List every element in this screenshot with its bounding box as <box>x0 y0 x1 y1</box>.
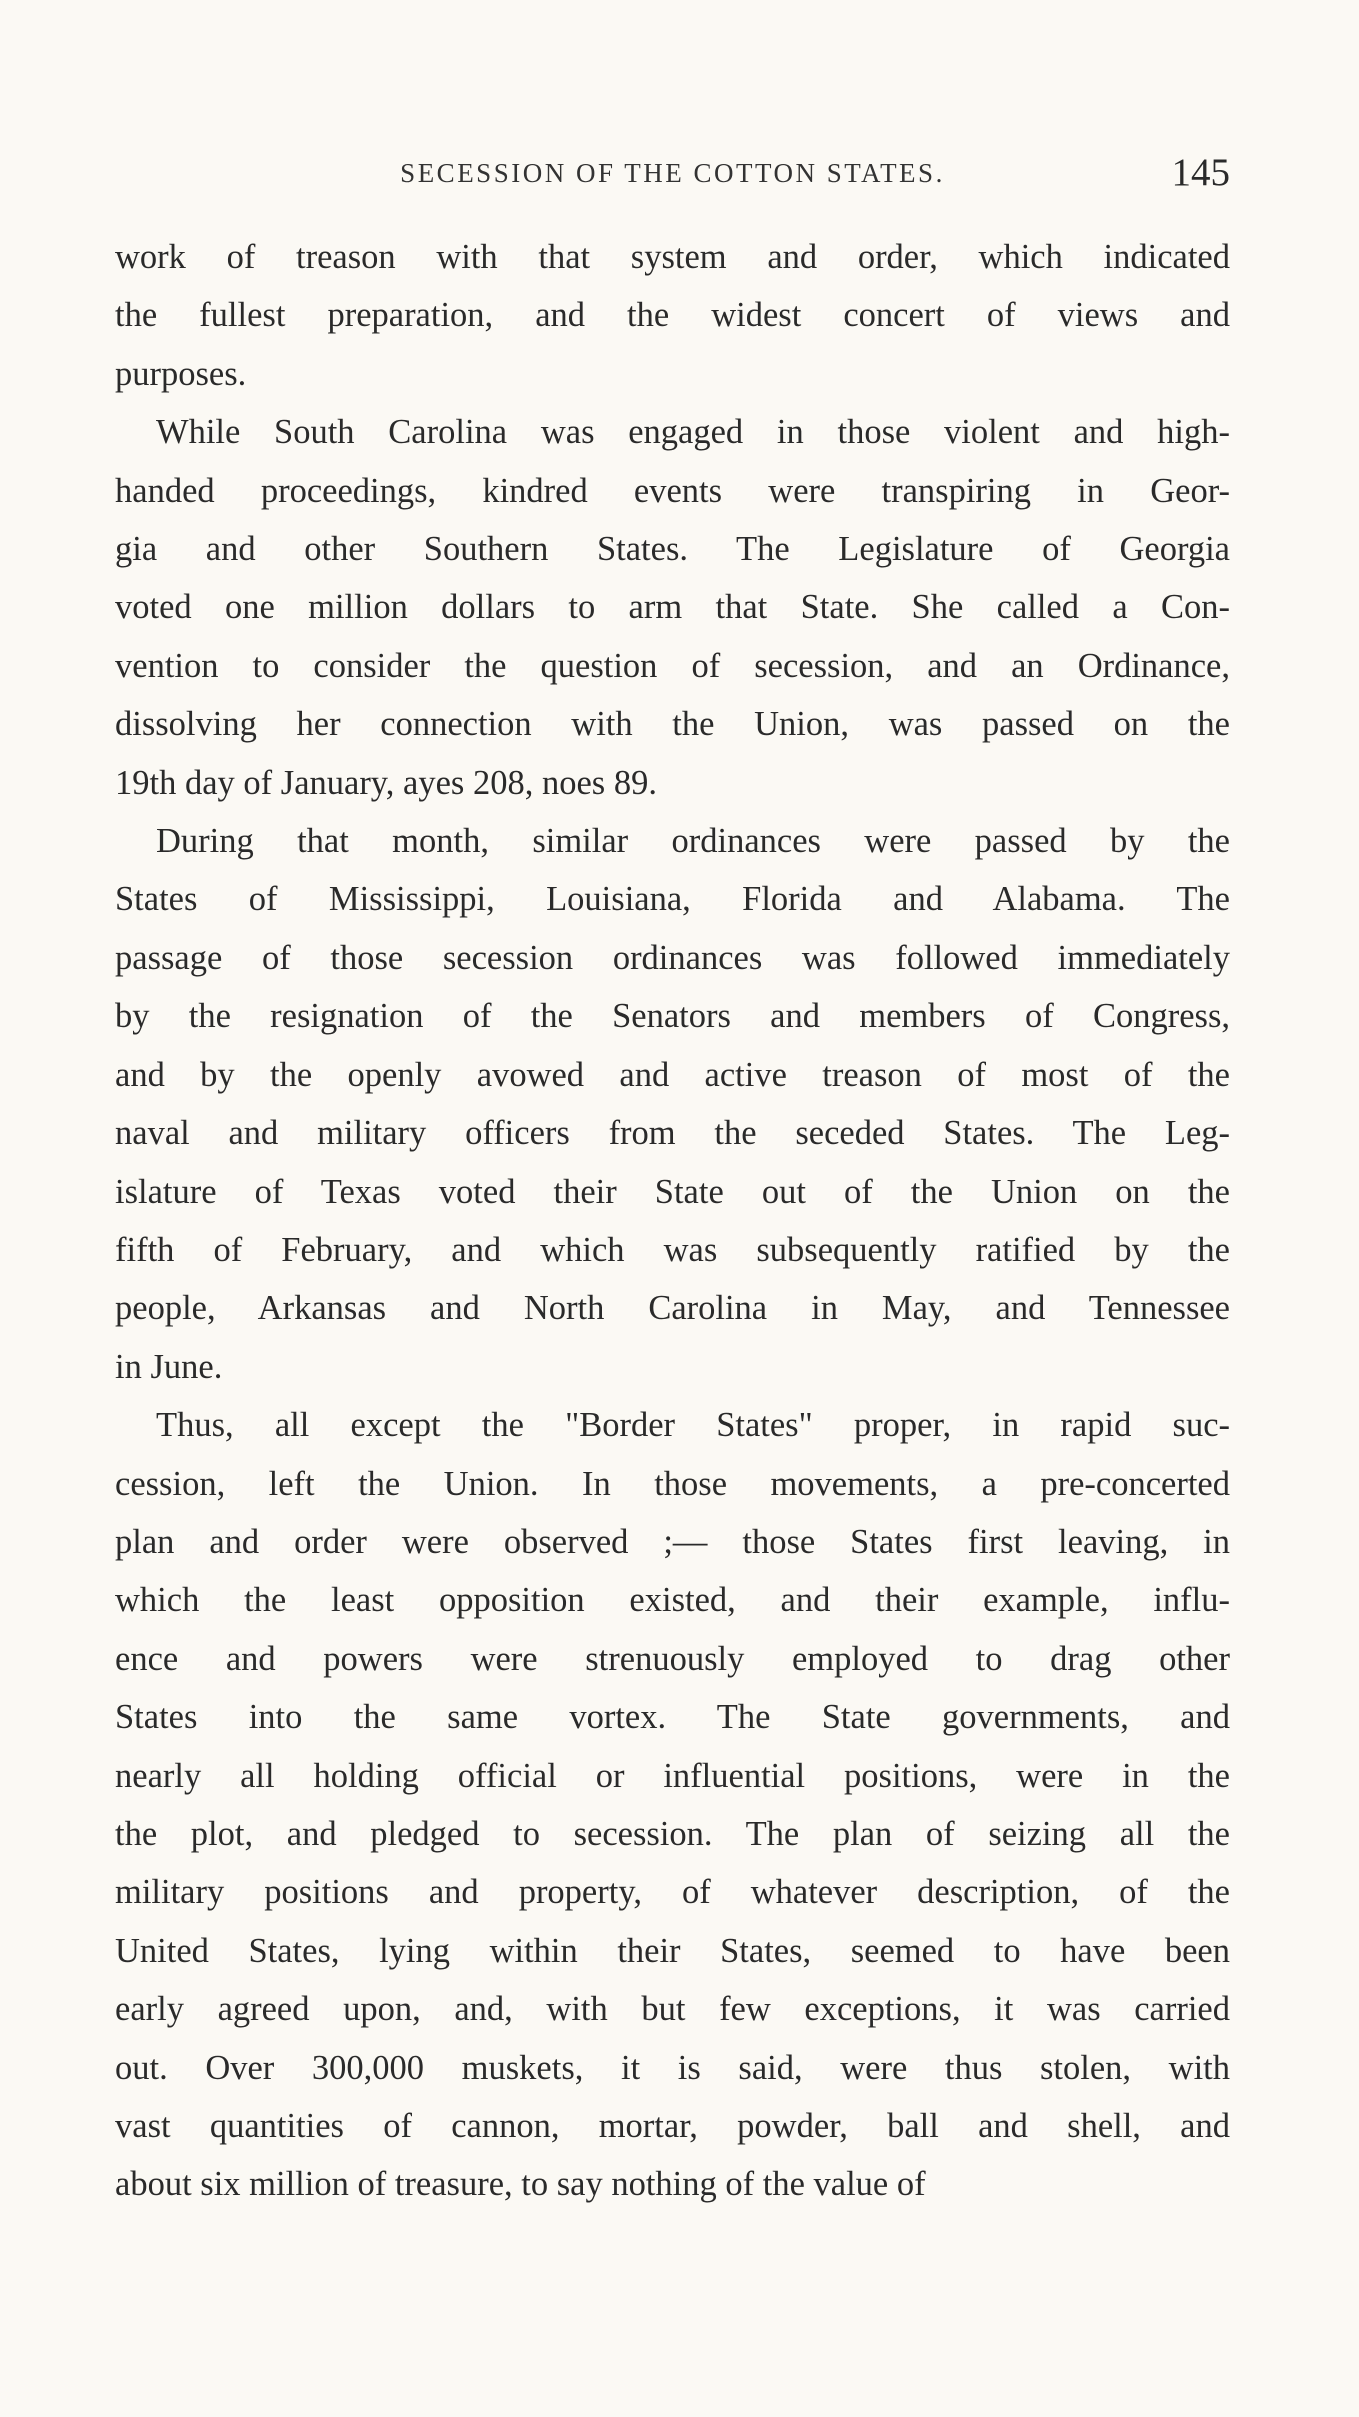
text-line: gia and other Southern States. The Legislature of Georgia <box>115 530 1230 569</box>
page-number: 145 <box>1171 151 1230 194</box>
text-line: ence and powers were strenuously employed to drag other <box>115 1639 1230 1678</box>
text-line: out. Over 300,000 muskets, it is said, were thus stolen, with <box>115 2048 1230 2087</box>
text-line: naval and military officers from the seceded States. The Leg- <box>115 1114 1230 1153</box>
text-line: which the least opposition existed, and their example, influ- <box>115 1581 1230 1620</box>
text-line: early agreed upon, and, with but few exceptions, it was carried <box>115 1990 1230 2029</box>
running-head <box>115 150 1230 210</box>
text-line: fifth of February, and which was subsequently ratified by the <box>115 1230 1230 1269</box>
text-line: plan and order were observed ;— those States first leaving, in <box>115 1522 1230 1561</box>
running-title: SECESSION OF THE COTTON STATES. <box>400 158 945 188</box>
text-line: vention to consider the question of secession, and an Ordinance, <box>115 646 1230 685</box>
text-line: and by the openly avowed and active treason of most of the <box>115 1055 1230 1094</box>
text-line: the fullest preparation, and the widest concert of views and <box>115 296 1230 335</box>
text-line: islature of Texas voted their State out of the Union on the <box>115 1172 1230 1211</box>
text-line: During that month, similar ordinances were passed by the <box>156 822 1230 861</box>
text-line: nearly all holding official or influential positions, were in the <box>115 1756 1230 1795</box>
text-line: the plot, and pledged to secession. The plan of seizing all the <box>115 1814 1230 1853</box>
text-line: voted one million dollars to arm that State. She called a Con- <box>115 588 1230 627</box>
text-line: military positions and property, of whatever description, of the <box>115 1873 1230 1912</box>
text-line: in June. <box>115 1347 223 1386</box>
text-line: States into the same vortex. The State governments, and <box>115 1698 1230 1737</box>
text-line: handed proceedings, kindred events were transpiring in Geor- <box>115 471 1230 510</box>
text-line: work of treason with that system and order, which indicated <box>115 238 1230 276</box>
paragraph <box>115 403 1230 812</box>
text-line: about six million of treasure, to say nothing of the value of <box>115 2165 926 2204</box>
text-line: United States, lying within their States, seemed to have been <box>115 1931 1230 1970</box>
text-line: dissolving her connection with the Union, was passed on the <box>115 705 1230 744</box>
text-line: 19th day of January, ayes 208, noes 89. <box>115 763 657 802</box>
paragraph <box>115 1396 1230 2214</box>
text-line: Thus, all except the "Border States" proper, in rapid suc- <box>156 1406 1230 1445</box>
text-line: cession, left the Union. In those movements, a pre-concerted <box>115 1464 1230 1503</box>
text-line: people, Arkansas and North Carolina in May, and Tennessee <box>115 1289 1230 1328</box>
body-text <box>115 228 1230 2214</box>
text-line: States of Mississippi, Louisiana, Florida and Alabama. The <box>115 880 1230 919</box>
text-line: While South Carolina was engaged in those violent and high- <box>156 413 1230 452</box>
text-line: by the resignation of the Senators and members of Congress, <box>115 997 1230 1036</box>
text-line: purposes. <box>115 354 247 393</box>
paragraph <box>115 812 1230 1396</box>
text-line: passage of those secession ordinances was followed immediately <box>115 938 1230 977</box>
paragraph <box>115 228 1230 403</box>
text-line: vast quantities of cannon, mortar, powder, ball and shell, and <box>115 2107 1230 2145</box>
